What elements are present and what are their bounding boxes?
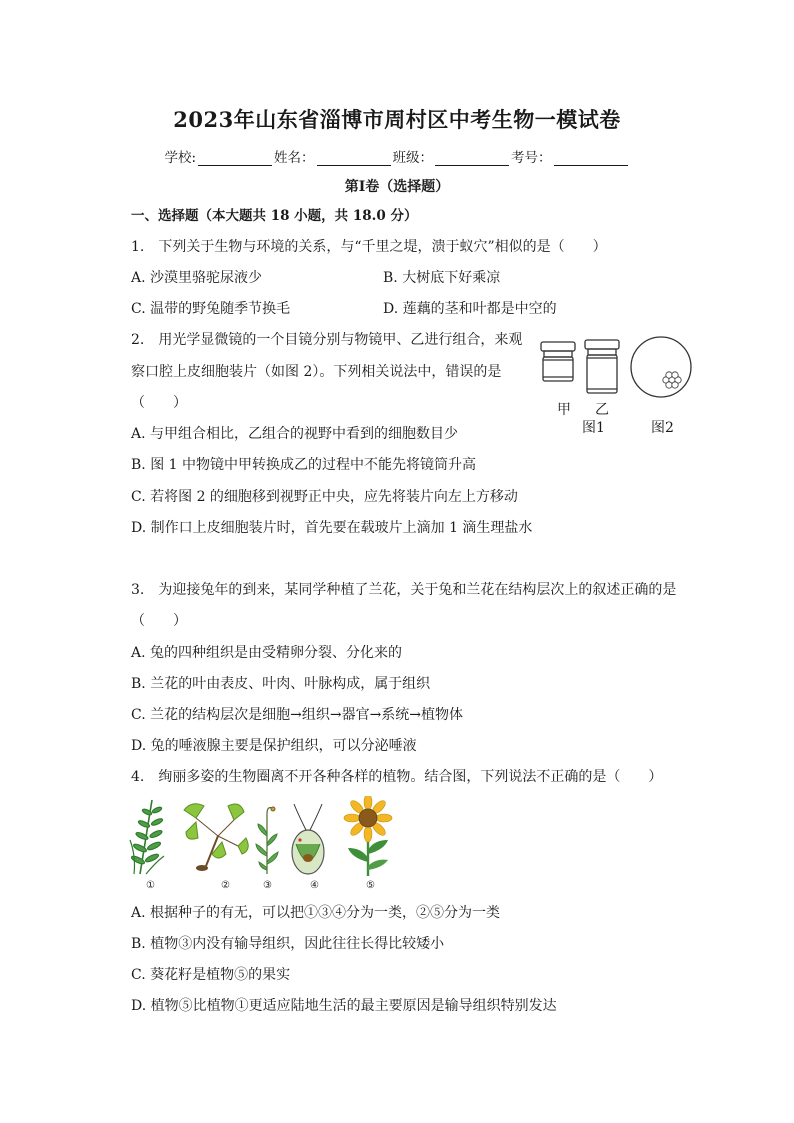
objective-jia-icon (541, 342, 575, 381)
q4-option-c[interactable]: C. 葵花籽是植物⑤的果实 (131, 967, 291, 983)
q2-option-d[interactable]: D. 制作口上皮细胞装片时，首先要在载玻片上滴加 1 滴生理盐水 (131, 520, 533, 536)
fig-label-yi: 乙 (595, 402, 609, 418)
q2-option-c[interactable]: C. 若将图 2 的细胞移到视野正中央，应先将装片向左上方移动 (131, 489, 518, 505)
q1-option-a[interactable]: A. 沙漠里骆驼尿液少 (131, 270, 263, 286)
part-title: 第I卷（选择题） (344, 179, 450, 195)
q1-option-b[interactable]: B. 大树底下好乘凉 (383, 270, 501, 286)
name-field[interactable] (274, 146, 393, 166)
q4-option-b[interactable]: B. 植物③内没有输导组织，因此往往长得比较矮小 (131, 936, 445, 952)
moss-icon (256, 807, 278, 874)
plant-label-4: ④ (310, 880, 319, 891)
plant-label-5: ⑤ (366, 880, 375, 891)
fig1-caption: 图1 (582, 420, 605, 436)
plant-label-3: ③ (263, 880, 272, 891)
number-label: 考号： (511, 150, 552, 166)
microscope-objectives-figure (535, 336, 695, 398)
plants-figure (126, 796, 398, 878)
q3-option-b[interactable]: B. 兰花的叶由表皮、叶肉、叶脉构成，属于组织 (131, 676, 431, 692)
school-blank[interactable] (198, 151, 272, 166)
q4-option-d[interactable]: D. 植物⑤比植物①更适应陆地生活的最主要原因是输导组织特别发达 (131, 998, 557, 1014)
q3-option-a[interactable]: A. 兔的四种组织是由受精卵分裂、分化来的 (131, 645, 403, 661)
plant-label-1: ① (146, 880, 155, 891)
chlamydomonas-icon (292, 804, 324, 874)
q2-stem-line2: 察口腔上皮细胞装片（如图 2）。下列相关说法中，错误的是 (131, 364, 502, 380)
objective-yi-icon (585, 340, 619, 393)
name-blank[interactable] (317, 151, 391, 166)
q3-stem-line1: 3. 为迎接兔年的到来，某同学种植了兰花，关于兔和兰花在结构层次上的叙述正确的是 (131, 582, 677, 598)
section-title: 一、选择题（本大题共 18 小题，共 18.0 分） (131, 208, 418, 224)
name-label: 姓名： (274, 150, 315, 166)
school-label: 学校: (164, 150, 197, 166)
school-field[interactable] (164, 146, 274, 166)
q1-option-c[interactable]: C. 温带的野兔随季节换毛 (131, 301, 291, 317)
q2-stem-line3: （ ） (131, 395, 187, 411)
number-blank[interactable] (554, 151, 628, 166)
sunflower-icon (344, 796, 392, 876)
ginkgo-icon (184, 804, 248, 871)
student-info-line (0, 146, 794, 166)
fig-label-jia: 甲 (557, 402, 571, 418)
q2-option-a[interactable]: A. 与甲组合相比，乙组合的视野中看到的细胞数目少 (131, 426, 459, 442)
q3-stem-line2: （ ） (131, 613, 187, 629)
q1-option-d[interactable]: D. 莲藕的茎和叶都是中空的 (383, 301, 557, 317)
fig2-caption: 图2 (651, 420, 674, 436)
q2-option-b[interactable]: B. 图 1 中物镜中甲转换成乙的过程中不能先将镜筒升高 (131, 457, 476, 473)
field-of-view-icon (631, 337, 691, 397)
q4-option-a[interactable]: A. 根据种子的有无，可以把①③④分为一类，②⑤分为一类 (131, 905, 501, 921)
page-title: 2023年山东省淄博市周村区中考生物一模试卷 (173, 107, 621, 132)
q3-option-c[interactable]: C. 兰花的结构层次是细胞→组织→器官→系统→植物体 (131, 707, 464, 723)
number-field[interactable] (511, 146, 630, 166)
q2-stem-line1: 2. 用光学显微镜的一个目镜分别与物镜甲、乙进行组合，来观 (131, 332, 523, 348)
q4-stem: 4. 绚丽多姿的生物圈离不开各种各样的植物。结合图，下列说法不正确的是（ ） (131, 769, 663, 785)
class-blank[interactable] (435, 151, 509, 166)
q1-stem: 1. 下列关于生物与环境的关系，与“千里之堤，溃于蚁穴”相似的是（ ） (131, 239, 607, 255)
q3-option-d[interactable]: D. 兔的唾液腺主要是保护组织，可以分泌唾液 (131, 738, 417, 754)
class-field[interactable] (393, 146, 512, 166)
plant-label-2: ② (221, 880, 230, 891)
class-label: 班级： (392, 150, 434, 166)
fern-icon (130, 800, 164, 874)
